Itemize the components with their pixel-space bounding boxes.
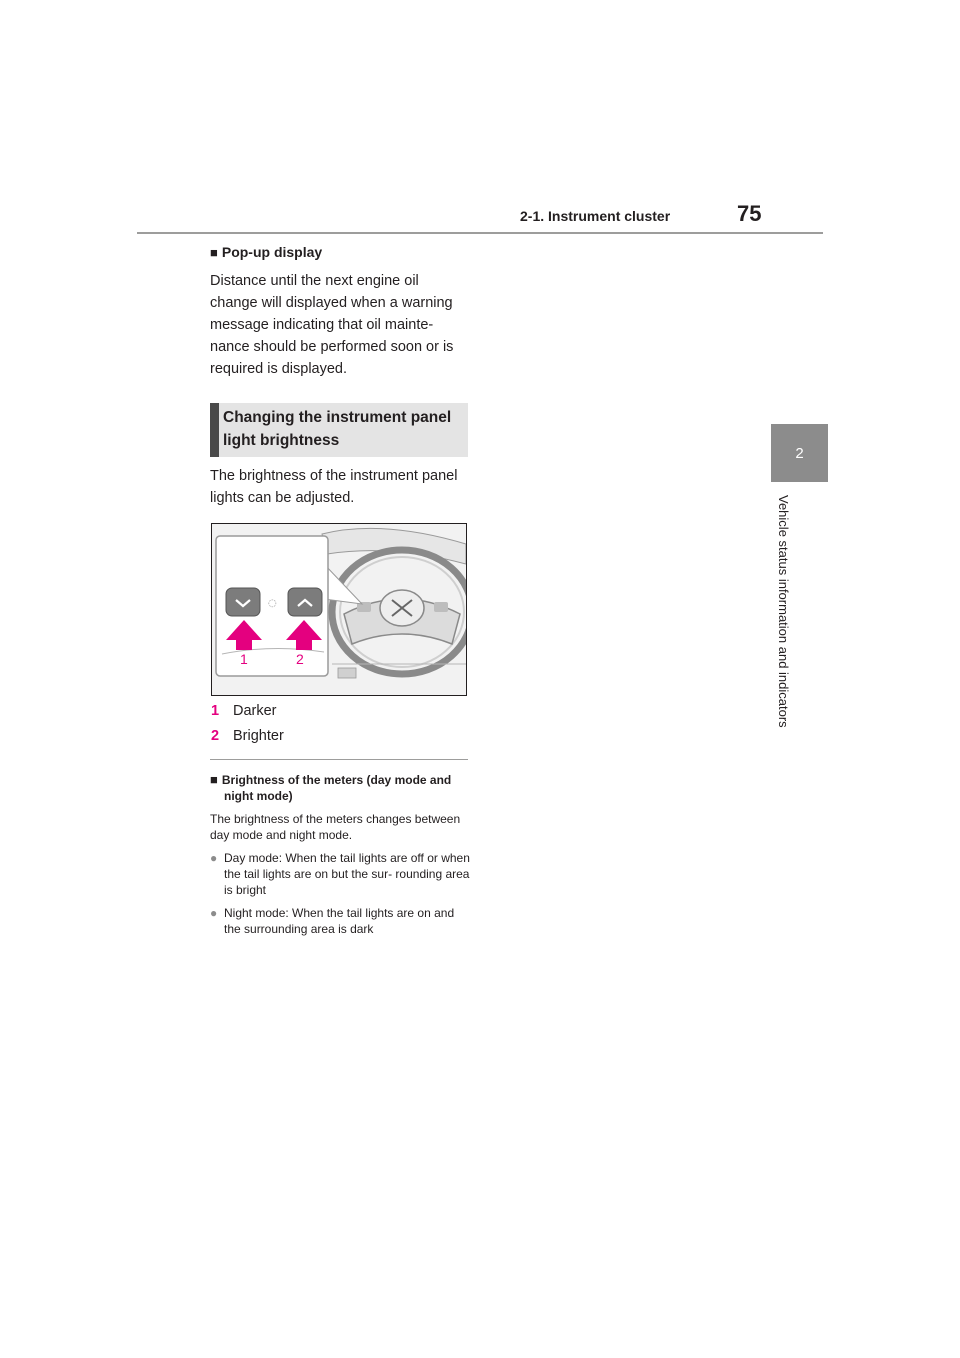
bullet-dot-icon: ●: [210, 851, 218, 865]
square-bullet-icon: ■: [210, 772, 218, 787]
note-heading-line2: night mode): [224, 789, 293, 803]
legend-label: Darker: [233, 703, 277, 719]
list-item-text: Night mode: When the tail lights are on and the surrounding area is dark: [224, 906, 455, 936]
notes-divider: [210, 759, 468, 760]
legend-item: [211, 703, 277, 719]
chapter-title-vertical: [771, 495, 801, 755]
list-item-text: Day mode: When the tail lights are off or when the tail lights are on but the sur- rounding area is bright: [224, 851, 470, 897]
list-item: [210, 850, 472, 898]
note-body: The brightness of the meters changes between day mode and night mode.: [210, 812, 461, 842]
legend-number: 2: [211, 728, 220, 744]
section-title: Changing the instrument panel light brightness: [223, 409, 452, 449]
popup-heading: [210, 244, 322, 260]
header-rule: [137, 232, 823, 234]
popup-heading-text: Pop-up display: [221, 244, 323, 260]
list-item: [210, 905, 472, 937]
section-title-box: [210, 403, 468, 457]
square-bullet-icon: ■: [210, 245, 218, 260]
chapter-number: 2: [795, 444, 804, 462]
zoom-panel: [216, 536, 328, 676]
running-header-section: 2-1. Instrument cluster: [520, 208, 671, 224]
popup-body: Distance until the next engine oil change will displayed when a warning message indicating that oil mainte- nance should be performed soon or is required is displayed.: [210, 273, 454, 377]
section-title-bar: [210, 403, 219, 457]
bullet-dot-icon: ●: [210, 906, 218, 920]
dashboard-drawing: [212, 524, 466, 695]
note-heading: [210, 772, 472, 804]
legend-number: 1: [211, 703, 220, 719]
brightness-body: The brightness of the instrument panel lights can be adjusted.: [210, 468, 458, 506]
callout-2: 2: [296, 651, 304, 667]
chapter-title: Vehicle status information and indicators: [776, 495, 791, 728]
callout-1: 1: [240, 651, 248, 667]
legend-label: Brighter: [233, 728, 284, 744]
svg-text:◌: ◌: [268, 598, 277, 609]
note-heading-line1: Brightness of the meters (day mode and: [221, 773, 452, 787]
page-number: 75: [737, 201, 762, 226]
legend-item: [211, 728, 284, 744]
chapter-tab: [771, 424, 828, 482]
brightness-control-illustration: [211, 523, 467, 696]
